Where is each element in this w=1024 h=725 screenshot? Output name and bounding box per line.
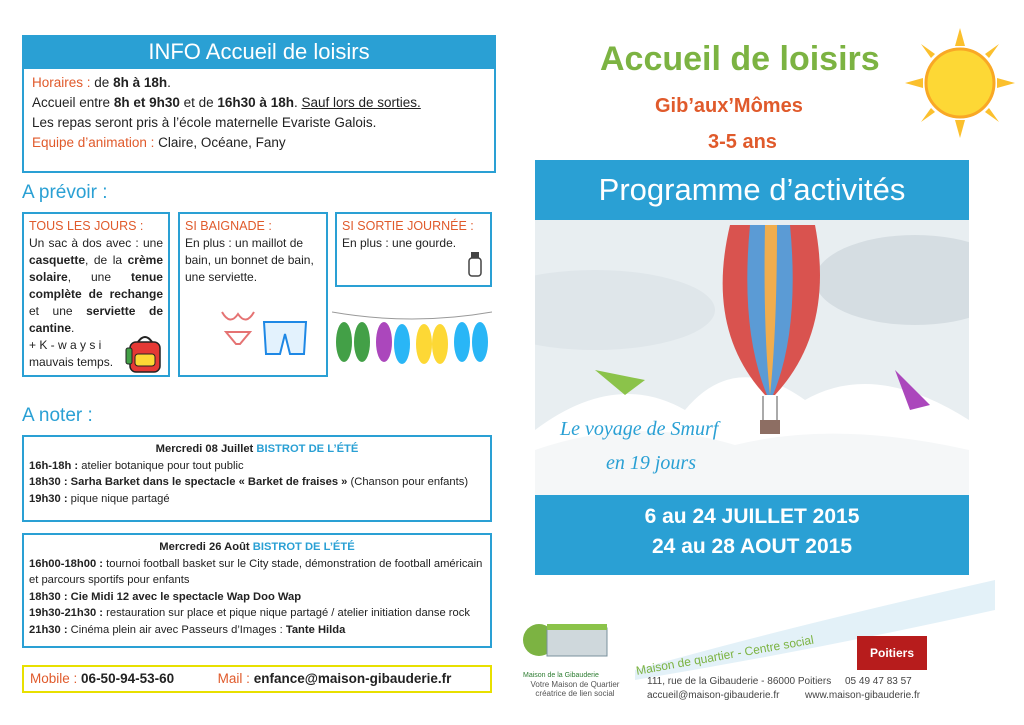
- kway-line: + K - w a y s i: [29, 338, 102, 352]
- programme-title: Programme d’activités: [535, 160, 969, 220]
- footer-web[interactable]: www.maison-gibauderie.fr: [805, 690, 921, 701]
- accueil-mid: et de: [183, 95, 214, 110]
- event2-line1: 16h00-18h00 : tournoi football basket sur le City stade, démonstration de football américain et parcours sportifs pour enfants: [29, 557, 483, 586]
- event1-title: Mercredi 08 Juillet BISTROT DE L’ÉTÉ: [155, 443, 359, 455]
- horaires-line: [32, 73, 486, 93]
- baignade-text: En plus : un maillot de bain, un bonnet de bain, une serviette.: [185, 236, 314, 284]
- flip-flops-icon: [332, 300, 492, 370]
- baignade-title: SI BAIGNADE :: [185, 219, 272, 233]
- equipe-line: [32, 133, 486, 153]
- footer: [515, 580, 995, 705]
- tagline: Votre Maison de Quartier créatrice de lien social: [530, 680, 620, 698]
- bikini-icon: [218, 306, 262, 346]
- event1-line3: 19h30 : pique nique partagé: [29, 492, 170, 505]
- sortie-title: SI SORTIE JOURNÉE :: [342, 219, 474, 233]
- info-box: [22, 68, 496, 173]
- water-bottle-icon: [465, 250, 485, 278]
- event2-box: [22, 533, 492, 648]
- prevoir-title: A prévoir :: [22, 182, 108, 203]
- date-august: 24 au 28 AOUT 2015: [652, 535, 852, 558]
- accueil-note: Sauf lors de sorties.: [301, 95, 421, 110]
- equipe-value: Claire, Océane, Fany: [158, 135, 286, 150]
- event2-line3: 19h30-21h30 : restauration sur place et pique nique partagé / atelier initiation danse rock: [29, 607, 470, 619]
- dates-block: [535, 495, 969, 575]
- horaires-post: .: [167, 75, 171, 90]
- backpack-icon: [124, 334, 168, 376]
- accueil-time2: 16h30 à 18h: [217, 95, 294, 110]
- age-range: 3-5 ans: [708, 131, 777, 153]
- page-title: Accueil de loisirs: [600, 40, 880, 78]
- voyage-line1: Le voyage de Smurf: [560, 418, 719, 440]
- swim-shorts-icon: [260, 318, 310, 358]
- mobile-label: Mobile :: [30, 671, 78, 686]
- poitiers-logo: Poitiers: [857, 636, 927, 670]
- contact-bar: [22, 665, 492, 693]
- accueil-dot: .: [293, 95, 298, 110]
- sortie-box: [335, 212, 492, 287]
- footer-phone: 05 49 47 83 57: [845, 676, 912, 687]
- sun-icon: [905, 28, 1015, 138]
- event2-title: Mercredi 26 Août BISTROT DE L’ÉTÉ: [159, 541, 355, 553]
- slogan: Maison de quartier - Centre social: [635, 632, 815, 678]
- accueil-time1: 8h et 9h30: [113, 95, 180, 110]
- mobile-number[interactable]: 06-50-94-53-60: [81, 671, 175, 686]
- event1-box: [22, 435, 492, 522]
- event1-line2: 18h30 : Sarha Barket dans le spectacle « Barket de fraises » (Chanson pour enfants): [29, 476, 469, 488]
- footer-address: 111, rue de la Gibauderie - 86000 Poitiers: [647, 676, 832, 687]
- equipe-label: Equipe d’animation :: [32, 135, 155, 150]
- mail-label: Mail :: [217, 671, 250, 686]
- mail-address[interactable]: enfance@maison-gibauderie.fr: [253, 671, 452, 686]
- accueil-line: [32, 93, 486, 113]
- horaires-label: Horaires :: [32, 75, 91, 90]
- tous-jours-text: Un sac à dos avec : une casquette, de la crème solaire, une tenue complète de rechange et une serviette de cantine.: [29, 236, 163, 335]
- horaires-pre: de: [94, 75, 110, 90]
- logo-name: Maison de la Gibauderie: [523, 672, 599, 679]
- mauvais-temps: mauvais temps.: [29, 355, 114, 369]
- event1-line1: 16h-18h : atelier botanique pour tout public: [29, 459, 244, 472]
- voyage-line2: en 19 jours: [606, 452, 696, 474]
- tous-jours-title: TOUS LES JOURS :: [29, 219, 144, 233]
- info-header: INFO Accueil de loisirs: [22, 35, 496, 69]
- accueil-pre: Accueil entre: [32, 95, 111, 110]
- noter-title: A noter :: [22, 405, 93, 426]
- footer-email[interactable]: accueil@maison-gibauderie.fr: [647, 690, 780, 701]
- repas-line: Les repas seront pris à l’école maternelle Evariste Galois.: [32, 115, 377, 130]
- event2-line4: 21h30 : Cinéma plein air avec Passeurs d’Images : Tante Hilda: [29, 623, 346, 636]
- hot-air-balloon-icon: [535, 220, 969, 495]
- subtitle: Gib’aux’Mômes: [655, 95, 803, 117]
- gibauderie-logo-icon: [517, 610, 617, 670]
- balloon-illustration: [535, 220, 969, 495]
- tous-jours-box: [22, 212, 170, 377]
- sortie-text: En plus : une gourde.: [342, 236, 457, 250]
- baignade-box: [178, 212, 328, 377]
- horaires-value: 8h à 18h: [113, 75, 168, 90]
- event2-line2: 18h30 : Cie Midi 12 avec le spectacle Wap Doo Wap: [29, 590, 302, 603]
- date-july: 6 au 24 JUILLET 2015: [644, 505, 860, 528]
